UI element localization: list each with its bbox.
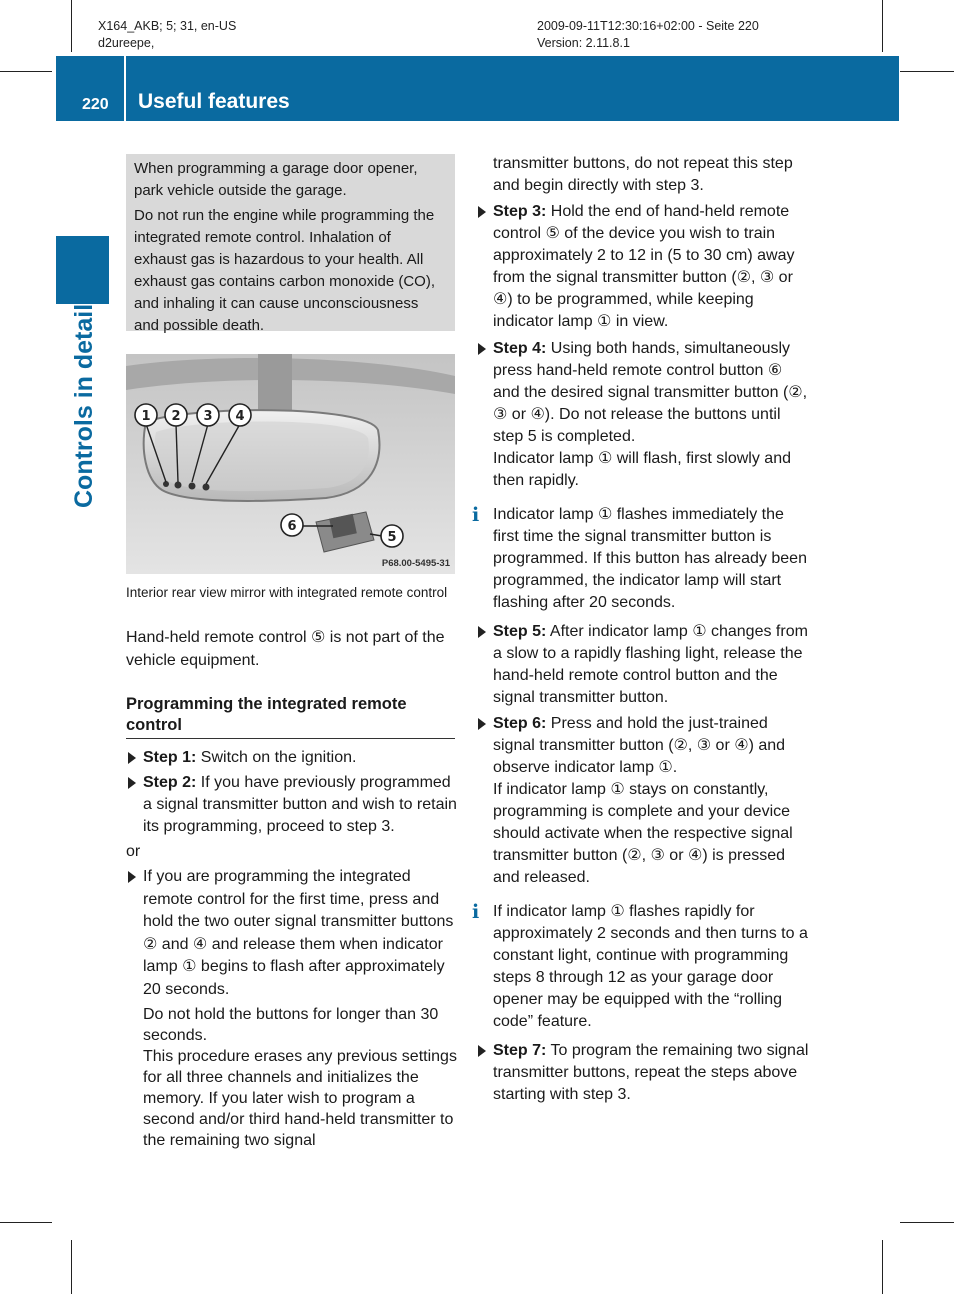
page-number: 220 — [82, 96, 109, 113]
callout-3: 3 — [203, 409, 213, 424]
step-text: After indicator lamp ① changes from a slow to a rapidly flashing light, release the hand-held remote control button and the signal transmitter button. — [493, 623, 808, 706]
step-item — [476, 1040, 810, 1106]
info-text: If indicator lamp ① flashes rapidly for approximately 2 seconds and then turns to a constant light, continue with programming steps 8 through 12 as your garage door opener may be equipped with the “rolling code” feature. — [493, 903, 808, 1030]
body-text: This procedure erases any previous settings for all three channels and initializes the memory. If you later wish to program a second and/or third hand-held transmitter to the remaining two signal — [143, 1048, 457, 1149]
step-text: Press and hold the just-trained signal transmitter button (②, ③ or ④) and observe indicator lamp ①. — [493, 715, 786, 776]
crop-mark — [882, 1240, 883, 1294]
or-text: or — [126, 843, 141, 860]
body-text: Do not hold the buttons for longer than 30 seconds. — [143, 1006, 439, 1044]
step-label: Step 5: — [493, 623, 547, 640]
callout-5: 5 — [387, 530, 397, 545]
step-label: Step 3: — [493, 203, 547, 220]
warning-text: Do not run the engine while programming the integrated remote control. Inhalation of exhaust gas is hazardous to your health. All exhaust gas contains carbon monoxide (CO), and inhaling it can cause unconsciousness and possible death. — [134, 207, 435, 334]
step-item — [126, 866, 458, 1001]
step-item — [476, 338, 810, 492]
arrow-icon — [128, 871, 136, 883]
step-text: Using both hands, simultaneously press hand-held remote control button ⑥ and the desired signal transmitter button (②, ③ or ④). Do not release the buttons until step 5 is completed. — [493, 340, 808, 445]
info-icon: i — [472, 901, 480, 923]
arrow-icon — [478, 343, 486, 355]
arrow-icon — [478, 1045, 486, 1057]
heading-rule — [126, 738, 455, 739]
step-label: Step 1: — [143, 749, 197, 766]
crop-mark — [0, 1222, 52, 1223]
left-steps — [126, 747, 458, 1151]
crop-mark — [900, 1222, 954, 1223]
side-tab-block — [56, 236, 109, 304]
callout-2: 2 — [171, 409, 181, 424]
arrow-icon — [478, 206, 486, 218]
left-column — [126, 626, 458, 736]
mirror-drawing — [126, 354, 455, 574]
section-heading: Programming the integrated remote control — [126, 695, 407, 734]
crop-mark — [900, 71, 954, 72]
step-label: Step 6: — [493, 715, 547, 732]
info-text: Indicator lamp ① flashes immediately the first time the signal transmitter button is programmed. If this button has already been programmed, the indicator lamp will start flashing after 20 seconds. — [493, 506, 807, 611]
side-tab-label: Controls in detail — [70, 303, 98, 508]
note-text: Hand-held remote control ⑤ is not part of the vehicle equipment. — [126, 629, 445, 669]
arrow-icon — [128, 752, 136, 764]
info-note — [472, 901, 810, 1033]
step-item — [126, 747, 458, 769]
header-divider — [124, 56, 126, 121]
body-text: If indicator lamp ① stays on constantly, programming is complete and your device should activate when the respective signal transmitter button (②, ③ or ④) is pressed and released. — [493, 781, 793, 886]
step-item — [476, 713, 810, 889]
step-item — [476, 201, 810, 333]
body-text: Indicator lamp ① will flash, first slowly and then rapidly. — [493, 450, 791, 489]
step-item — [476, 621, 810, 709]
callout-6: 6 — [287, 519, 297, 534]
step-text: To program the remaining two signal transmitter buttons, repeat the steps above starting with step 3. — [493, 1042, 809, 1103]
step-text: If you are programming the integrated remote control for the first time, press and hold the two outer signal transmitter buttons ② and ④ and release them when indicator lamp ① begins to flash after approximately 20 seconds. — [143, 868, 454, 998]
figure-caption: Interior rear view mirror with integrated remote control — [126, 585, 448, 600]
arrow-icon — [478, 626, 486, 638]
meta-line: 2009-09-11T12:30:16+02:00 - Seite 220 — [537, 19, 759, 33]
warning-text: When programming a garage door opener, park vehicle outside the garage. — [134, 160, 418, 199]
print-meta-left — [98, 18, 236, 52]
right-column — [472, 153, 810, 1106]
crop-mark — [0, 71, 52, 72]
meta-line: d2ureepe, — [98, 36, 155, 50]
step-text: If you have previously programmed a signal transmitter button and wish to retain its programming, proceed to step 3. — [143, 774, 457, 835]
info-note — [472, 504, 810, 614]
step-text: Switch on the ignition. — [196, 749, 357, 766]
step-text: Hold the end of hand-held remote control ⑤ of the device you wish to train approximately 2 to 12 in (5 to 30 cm) away from the signal transmitter button (②, ③ or ④) to be programmed, while keeping indicator lamp ① in view. — [493, 203, 795, 330]
info-icon: i — [472, 504, 480, 526]
step-item — [126, 772, 458, 838]
crop-mark — [71, 1240, 72, 1294]
page-title: Useful features — [138, 90, 290, 113]
body-text: transmitter buttons, do not repeat this step and begin directly with step 3. — [493, 155, 793, 194]
step-label: Step 4: — [493, 340, 547, 357]
step-label: Step 7: — [493, 1042, 547, 1059]
mirror-illustration — [126, 354, 455, 574]
figure-code: P68.00-5495-31 — [381, 558, 450, 569]
meta-line: Version: 2.11.8.1 — [537, 36, 630, 50]
callout-4: 4 — [235, 409, 245, 424]
arrow-icon — [128, 777, 136, 789]
step-label: Step 2: — [143, 774, 197, 791]
meta-line: X164_AKB; 5; 31, en-US — [98, 19, 237, 33]
arrow-icon — [478, 718, 486, 730]
crop-mark — [71, 0, 72, 52]
crop-mark — [882, 0, 883, 52]
warning-box — [126, 154, 455, 334]
print-meta-right — [537, 18, 759, 52]
callout-1: 1 — [141, 409, 151, 424]
